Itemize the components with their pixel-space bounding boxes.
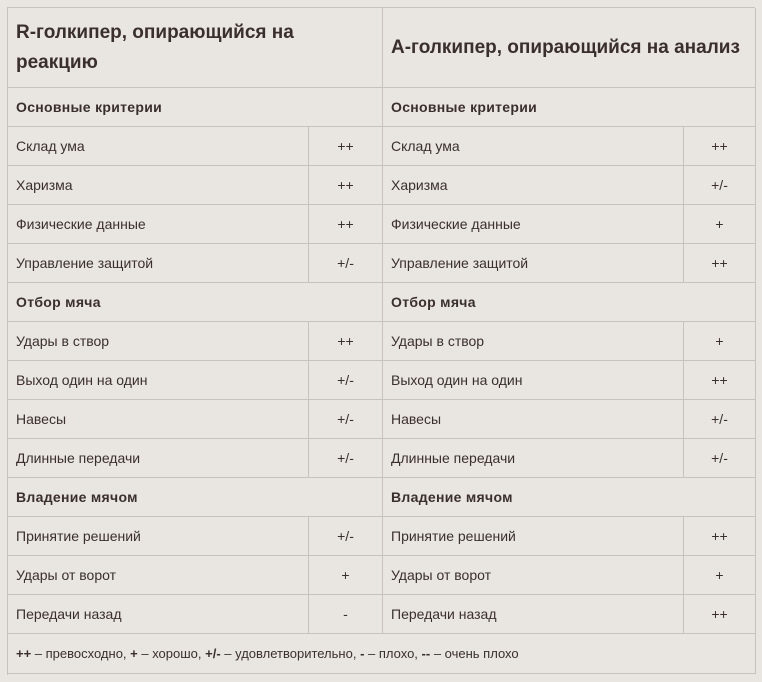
criterion-rating: + — [684, 205, 756, 244]
criterion-rating: + — [309, 556, 383, 595]
section-title: Отбор мяча — [8, 283, 383, 322]
section-title: Владение мячом — [383, 478, 756, 517]
legend-text: – удовлетворительно, — [220, 646, 361, 661]
criterion-label: Физические данные — [383, 205, 684, 244]
criterion-rating: ++ — [684, 361, 756, 400]
criterion-rating: +/- — [309, 517, 383, 556]
legend-text: – очень плохо — [430, 646, 519, 661]
criterion-label: Склад ума — [383, 127, 684, 166]
legend-text: – превосходно, — [31, 646, 131, 661]
criterion-rating: ++ — [684, 517, 756, 556]
criterion-rating: +/- — [684, 400, 756, 439]
criterion-label: Управление защитой — [8, 244, 309, 283]
criterion-rating: + — [684, 556, 756, 595]
section-title: Основные критерии — [8, 88, 383, 127]
criterion-label: Управление защитой — [383, 244, 684, 283]
comparison-table — [7, 7, 755, 675]
criterion-label: Принятие решений — [8, 517, 309, 556]
criterion-label: Передачи назад — [8, 595, 309, 634]
criterion-label: Принятие решений — [383, 517, 684, 556]
rating-legend — [8, 634, 756, 674]
criterion-rating: ++ — [309, 322, 383, 361]
criterion-rating: +/- — [309, 361, 383, 400]
criterion-label: Харизма — [8, 166, 309, 205]
criterion-rating: - — [309, 595, 383, 634]
criterion-label: Удары в створ — [8, 322, 309, 361]
criterion-label: Удары в створ — [383, 322, 684, 361]
criterion-label: Удары от ворот — [8, 556, 309, 595]
criterion-label: Выход один на один — [383, 361, 684, 400]
left-column-title: R-голкипер, опирающийся на реакцию — [8, 8, 383, 88]
criterion-label: Длинные передачи — [383, 439, 684, 478]
criterion-label: Физические данные — [8, 205, 309, 244]
criterion-rating: +/- — [309, 244, 383, 283]
criterion-label: Навесы — [8, 400, 309, 439]
criterion-label: Навесы — [383, 400, 684, 439]
criterion-rating: +/- — [684, 439, 756, 478]
criterion-rating: + — [684, 322, 756, 361]
criterion-rating: ++ — [309, 166, 383, 205]
criterion-rating: +/- — [309, 400, 383, 439]
criterion-rating: ++ — [309, 205, 383, 244]
criterion-label: Склад ума — [8, 127, 309, 166]
criterion-rating: +/- — [309, 439, 383, 478]
criterion-rating: ++ — [309, 127, 383, 166]
criterion-rating: +/- — [684, 166, 756, 205]
criterion-label: Выход один на один — [8, 361, 309, 400]
legend-symbol: +/- — [205, 646, 221, 661]
legend-text: – хорошо, — [137, 646, 206, 661]
criterion-label: Харизма — [383, 166, 684, 205]
legend-symbol: -- — [421, 646, 431, 661]
section-title: Отбор мяча — [383, 283, 756, 322]
section-title: Владение мячом — [8, 478, 383, 517]
legend-symbol: + — [130, 646, 138, 661]
criterion-label: Удары от ворот — [383, 556, 684, 595]
criterion-rating: ++ — [684, 595, 756, 634]
legend-symbol: - — [360, 646, 365, 661]
section-title: Основные критерии — [383, 88, 756, 127]
right-column-title: А-голкипер, опирающийся на анализ — [383, 8, 756, 88]
criterion-rating: ++ — [684, 244, 756, 283]
criterion-rating: ++ — [684, 127, 756, 166]
criterion-label: Длинные передачи — [8, 439, 309, 478]
legend-symbol: ++ — [16, 646, 32, 661]
legend-text: – плохо, — [364, 646, 422, 661]
criterion-label: Передачи назад — [383, 595, 684, 634]
